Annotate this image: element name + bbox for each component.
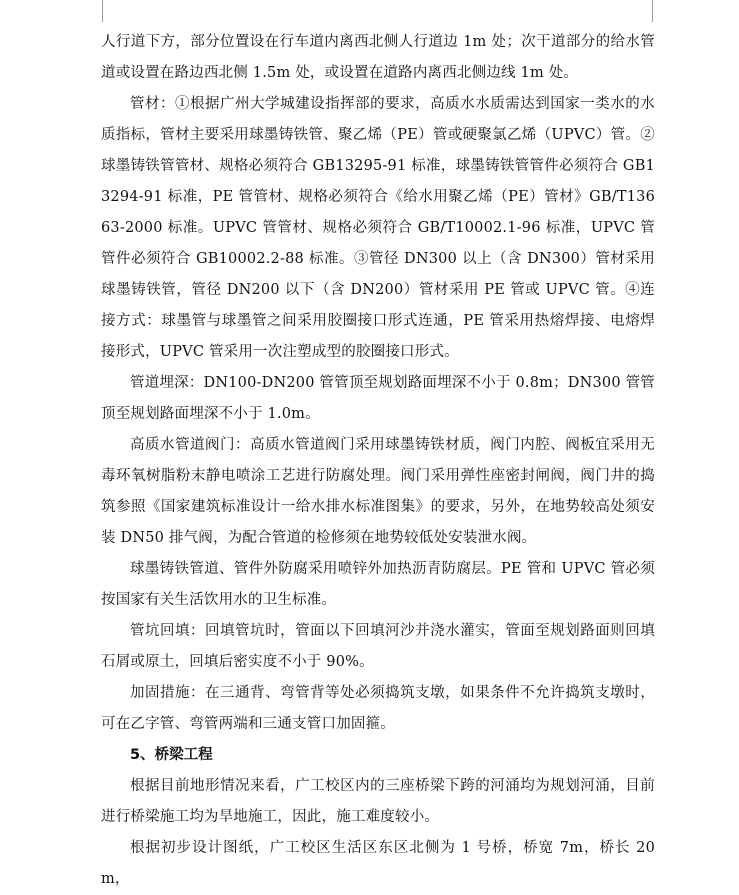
paragraph-bridge-design: 根据初步设计图纸，广工校区生活区东区北侧为 1 号桥，桥宽 7m，桥长 20m，	[101, 840, 655, 887]
paragraph-valves: 高质水管道阀门：高质水管道阀门采用球墨铸铁材质，阀门内腔、阀板宜采用无毒环氧树脂粉末静电喷涂工艺进行防腐处理。阀门采用弹性座密封闸阀，阀门井的捣筑参照《国家建筑标准设计一给水排水标准图集》的要求，另外，在地势较高处须安装 DN50 排气阀，为配合管道的检修须在地势较低处安装泄水阀。	[101, 437, 655, 546]
paragraph-backfill: 管坑回填：回填管坑时，管面以下回填河沙并浇水灌实，管面至规划路面则回填石屑或原土，回填后密实度不小于 90%。	[101, 623, 655, 670]
paragraph-pipe-material: 管材：①根据广州大学城建设指挥部的要求，高质水水质需达到国家一类水的水质指标，管材主要采用球墨铸铁管、聚乙烯（PE）管或硬聚氯乙烯（UPVC）管。②球墨铸铁管管材、规格必须符合 GB13295-91 标准，球墨铸铁管管件必须符合 GB13294-91 标准，PE 管管材、规格必须符合《给水用聚乙烯（PE）管材》GB/T13663-2000 标准。UPVC 管管材、规格必须符合 GB/T10002.1-96 标准，UPVC 管管件必须符合 GB10002.2-88 标准。③管径 DN300 以上（含 DN300）管材采用球墨铸铁管，管径 DN200 以下（含 DN200）管材采用 PE 管或 UPVC 管。④连接方式：球墨管与球墨管之间采用胶圈接口形式连通，PE 管采用热熔焊接、电熔焊接形式，UPVC 管采用一次注塑成型的胶圈接口形式。	[101, 96, 655, 360]
document-body	[101, 27, 655, 895]
paragraph-pipe-depth: 管道埋深：DN100-DN200 管管顶至规划路面埋深不小于 0.8m；DN300 管管顶至规划路面埋深不小于 1.0m。	[101, 375, 655, 422]
paragraph-reinforcement: 加固措施：在三通背、弯管背等处必须捣筑支墩，如果条件不允许捣筑支墩时，可在乙字管、弯管两端和三通支管口加固箍。	[101, 685, 655, 732]
paragraph-anticorrosion: 球墨铸铁管道、管件外防腐采用喷锌外加热沥青防腐层。PE 管和 UPVC 管必须按国家有关生活饮用水的卫生标准。	[101, 561, 655, 608]
paragraph-bridge-terrain: 根据目前地形情况来看，广工校区内的三座桥梁下跨的河涌均为规划河涌，目前进行桥梁施工均为旱地施工，因此，施工难度较小。	[101, 778, 655, 825]
crop-mark-left	[102, 0, 103, 22]
paragraph: 人行道下方，部分位置设在行车道内离西北侧人行道边 1m 处；次干道部分的给水管道或设置在路边西北侧 1.5m 处，或设置在道路内离西北侧边线 1m 处。	[101, 34, 655, 81]
section-heading: 5、桥梁工程	[130, 747, 213, 763]
crop-mark-right	[652, 0, 653, 22]
